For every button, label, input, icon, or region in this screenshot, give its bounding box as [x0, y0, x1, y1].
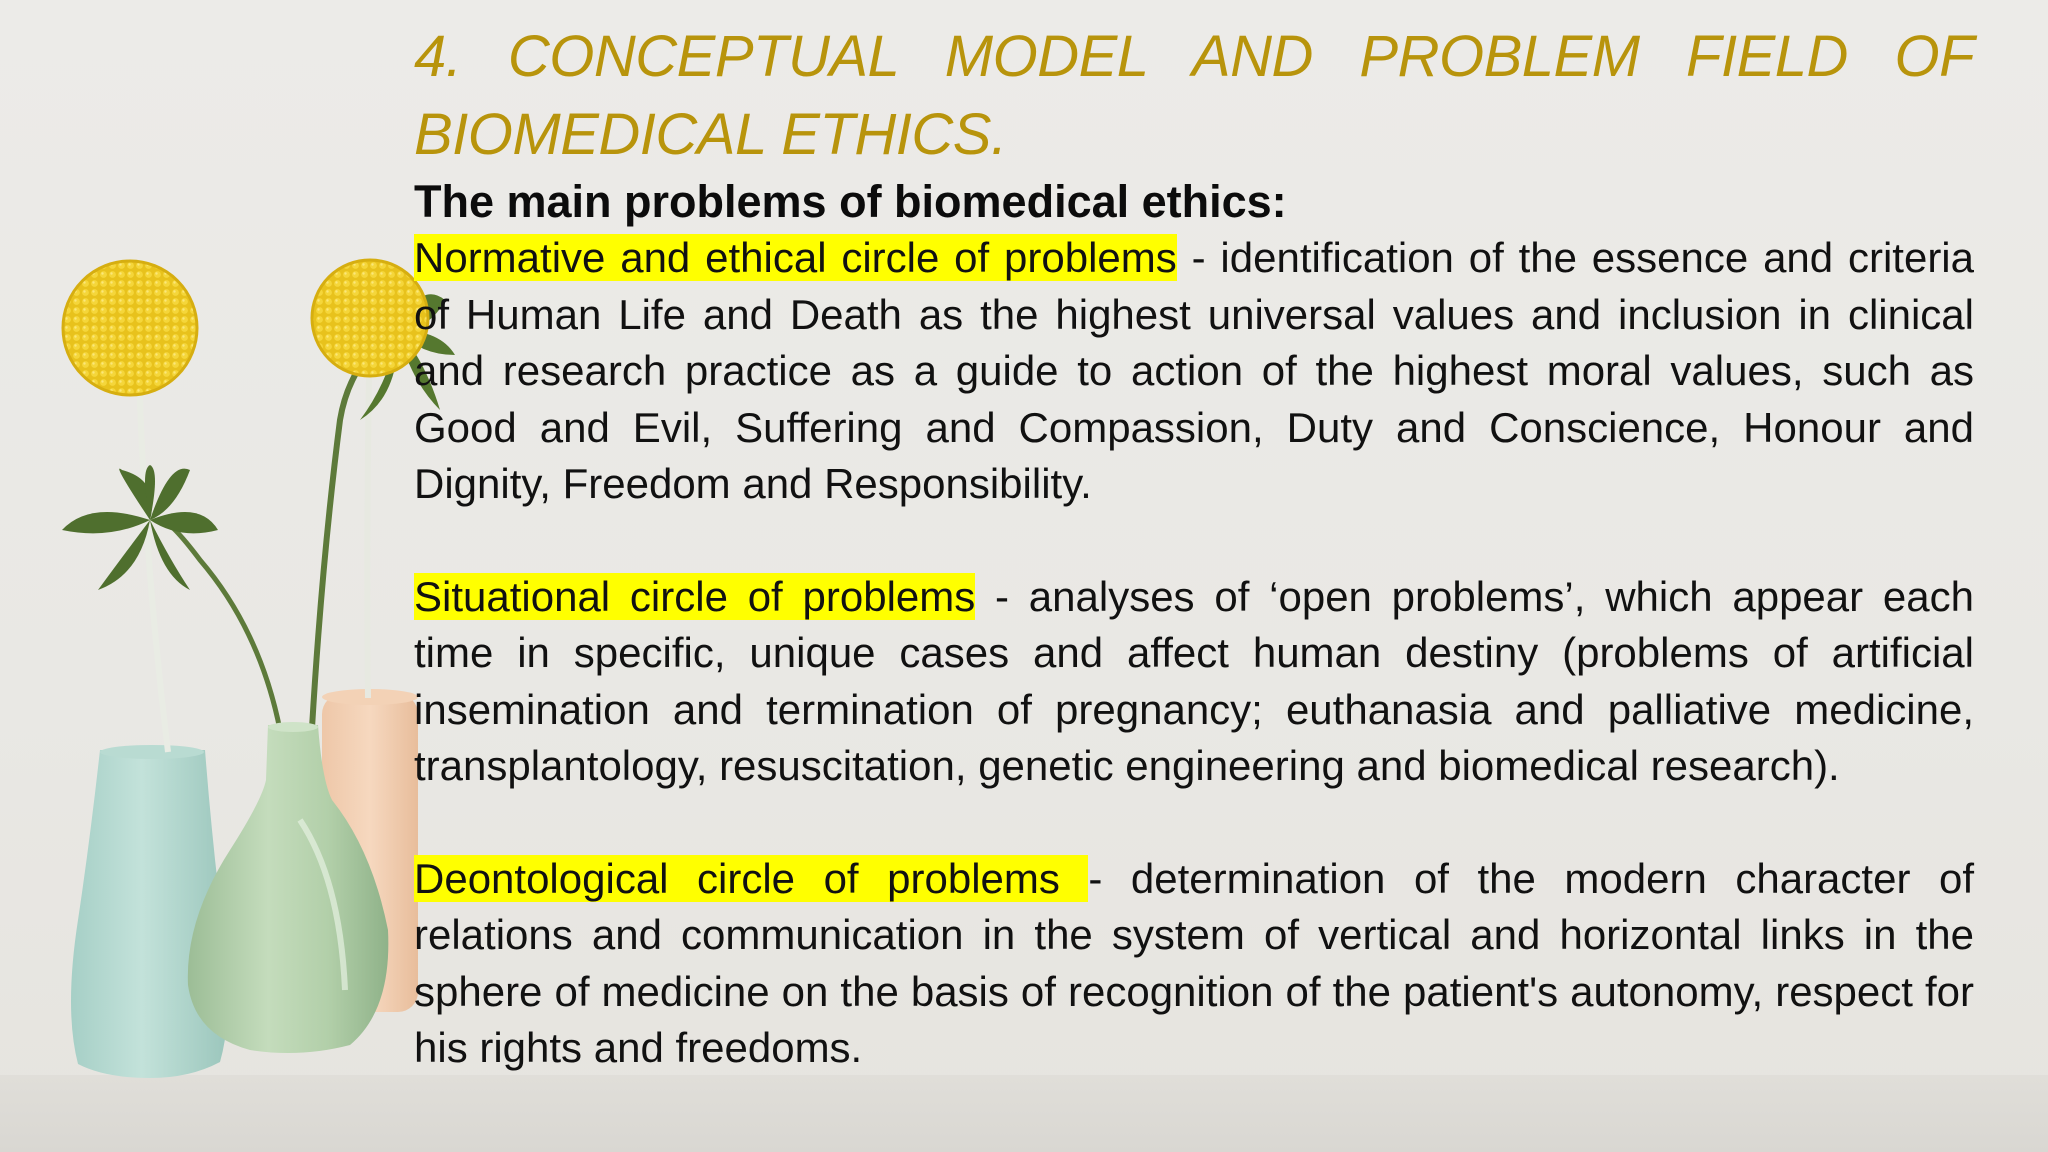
paragraph-text: - determination of the modern character of relations and communication in the system of vertical and horizontal links in the sphere of medicine on the basis of recognition of the patient's autonomy, respect for his rights and freedoms. — [414, 854, 1974, 1071]
highlighted-term: Normative and ethical circle of problems — [414, 234, 1177, 281]
slide-subtitle: The main problems of biomedical ethics: — [414, 176, 1287, 227]
paragraph-text: - analyses of ‘open problems’, which appear each time in specific, unique cases and affect human destiny (problems of artificial insemination and termination of pregnancy; euthanasia and palliative medicine, transplantology, resuscitation, genetic engineering and biomedical research). — [414, 572, 1974, 789]
paragraph-normative — [414, 230, 1974, 513]
highlighted-term: Situational circle of problems — [414, 572, 976, 620]
slide-title: 4. CONCEPTUAL MODEL AND PROBLEM FIELD OF BIOMEDICAL ETHICS. — [414, 24, 1974, 167]
paragraph-situational — [414, 569, 1974, 795]
vases-flowers-image — [0, 0, 460, 1152]
slide-content — [414, 18, 1974, 1077]
paragraph-text: - identification of the essence and criteria of Human Life and Death as the highest universal values and inclusion in clinical and research practice as a guide to action of the highest moral values, such as Good and Evil, Suffering and Compassion, Duty and Conscience, Honour and Dignity, Freedom and Responsibility. — [414, 234, 1974, 507]
paragraph-deontological — [414, 851, 1974, 1077]
highlighted-term: Deontological circle of problems — [414, 854, 1089, 902]
